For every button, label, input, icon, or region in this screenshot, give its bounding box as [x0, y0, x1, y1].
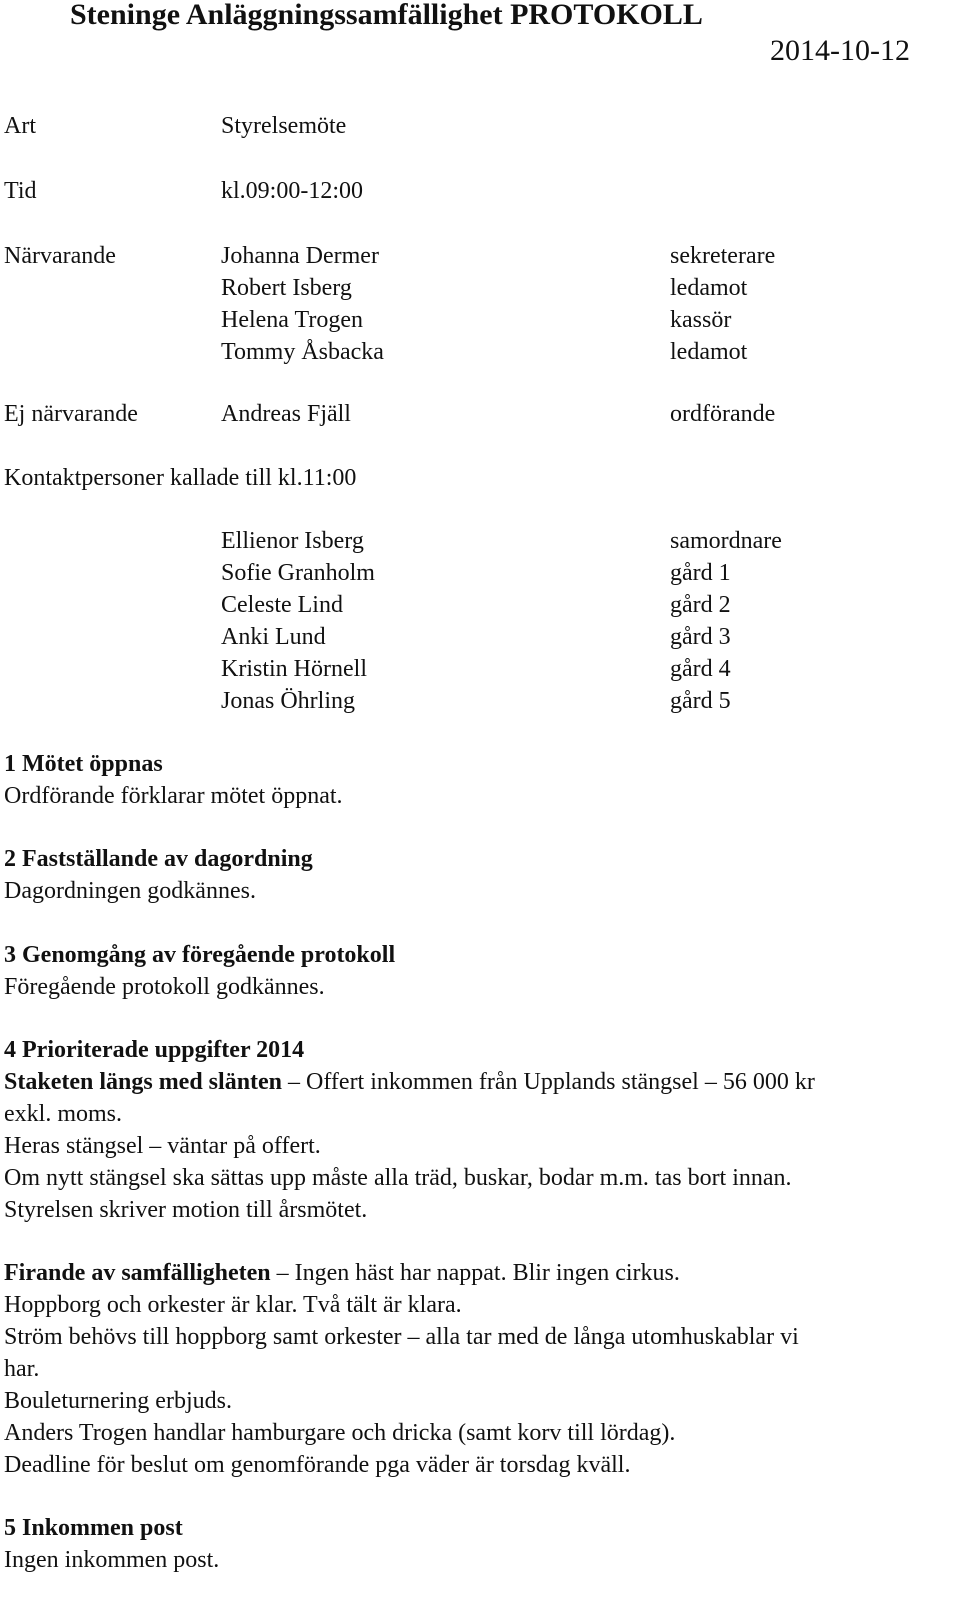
present-name: Tommy Åsbacka — [221, 339, 384, 365]
section-3-text: Föregående protokoll godkännes. — [4, 974, 325, 1000]
contact-role: gård 4 — [670, 656, 731, 682]
present-name: Helena Trogen — [221, 307, 363, 333]
firande-line: har. — [4, 1356, 40, 1382]
present-role: ledamot — [670, 339, 748, 365]
contact-name: Kristin Hörnell — [221, 656, 367, 682]
contact-row — [0, 557, 960, 589]
section-2-text: Dagordningen godkännes. — [4, 878, 256, 904]
firande-bold: Firande av samfälligheten — [4, 1260, 271, 1286]
firande-line: Bouleturnering erbjuds. — [4, 1388, 232, 1414]
tid-label: Tid — [4, 178, 37, 204]
contact-row — [0, 589, 960, 621]
contact-role: gård 5 — [670, 688, 731, 714]
tid-value: kl.09:00-12:00 — [221, 178, 363, 204]
section-1-heading: 1 Mötet öppnas — [4, 751, 163, 777]
art-label: Art — [4, 113, 36, 139]
firande-paragraph — [4, 1257, 680, 1289]
present-row — [0, 272, 960, 304]
present-name: Johanna Dermer — [221, 243, 379, 269]
firande-line: Ström behövs till hoppborg samt orkester – alla tar med de långa utomhuskablar vi — [4, 1324, 799, 1350]
contact-name: Ellienor Isberg — [221, 528, 364, 554]
contact-name: Jonas Öhrling — [221, 688, 355, 714]
contact-role: gård 3 — [670, 624, 731, 650]
present-role: kassör — [670, 307, 732, 333]
section-4-line: exkl. moms. — [4, 1101, 122, 1127]
section-4-heading: 4 Prioriterade uppgifter 2014 — [4, 1037, 305, 1063]
document-title: Steninge Anläggningssamfällighet PROTOKOLL — [70, 0, 703, 31]
contacts-label: Kontaktpersoner kallade till kl.11:00 — [4, 465, 357, 491]
present-row — [0, 240, 960, 272]
firande-line: Deadline för beslut om genomförande pga väder är torsdag kväll. — [4, 1452, 631, 1478]
contact-row — [0, 621, 960, 653]
contact-role: gård 1 — [670, 560, 731, 586]
contact-name: Celeste Lind — [221, 592, 343, 618]
contact-role: samordnare — [670, 528, 782, 554]
art-value: Styrelsemöte — [221, 113, 347, 139]
absent-role: ordförande — [670, 401, 776, 427]
section-4-line: Heras stängsel – väntar på offert. — [4, 1133, 321, 1159]
section-5-text: Ingen inkommen post. — [4, 1547, 220, 1573]
section-4-line: Styrelsen skriver motion till årsmötet. — [4, 1197, 368, 1223]
present-row — [0, 336, 960, 368]
section-3-heading: 3 Genomgång av föregående protokoll — [4, 942, 396, 968]
absent-row — [0, 398, 960, 430]
contact-name: Anki Lund — [221, 624, 326, 650]
present-name: Robert Isberg — [221, 275, 352, 301]
contact-row — [0, 525, 960, 557]
present-row — [0, 304, 960, 336]
staket-paragraph — [4, 1066, 815, 1098]
section-1-text: Ordförande förklarar mötet öppnat. — [4, 783, 343, 809]
present-role: sekreterare — [670, 243, 776, 269]
firande-line: Anders Trogen handlar hamburgare och dricka (samt korv till lördag). — [4, 1420, 676, 1446]
meta-row-tid — [0, 175, 960, 207]
document-date: 2014-10-12 — [770, 34, 910, 67]
contact-row — [0, 685, 960, 717]
staket-bold: Staketen längs med slänten — [4, 1069, 283, 1095]
meta-row-art — [0, 110, 960, 142]
contact-role: gård 2 — [670, 592, 731, 618]
section-2-heading: 2 Fastställande av dagordning — [4, 846, 313, 872]
absent-label: Ej närvarande — [4, 401, 138, 427]
firande-line: Hoppborg och orkester är klar. Två tält är klara. — [4, 1292, 462, 1318]
present-role: ledamot — [670, 275, 748, 301]
firande-text: – Ingen häst har nappat. Blir ingen cirkus. — [270, 1260, 680, 1286]
contact-name: Sofie Granholm — [221, 560, 375, 586]
section-5-heading: 5 Inkommen post — [4, 1515, 183, 1541]
section-4-line: Om nytt stängsel ska sättas upp måste alla träd, buskar, bodar m.m. tas bort innan. — [4, 1165, 792, 1191]
staket-text: – Offert inkommen från Upplands stängsel – 56 000 kr — [282, 1069, 815, 1095]
contact-row — [0, 653, 960, 685]
present-label: Närvarande — [4, 243, 116, 269]
absent-name: Andreas Fjäll — [221, 401, 351, 427]
